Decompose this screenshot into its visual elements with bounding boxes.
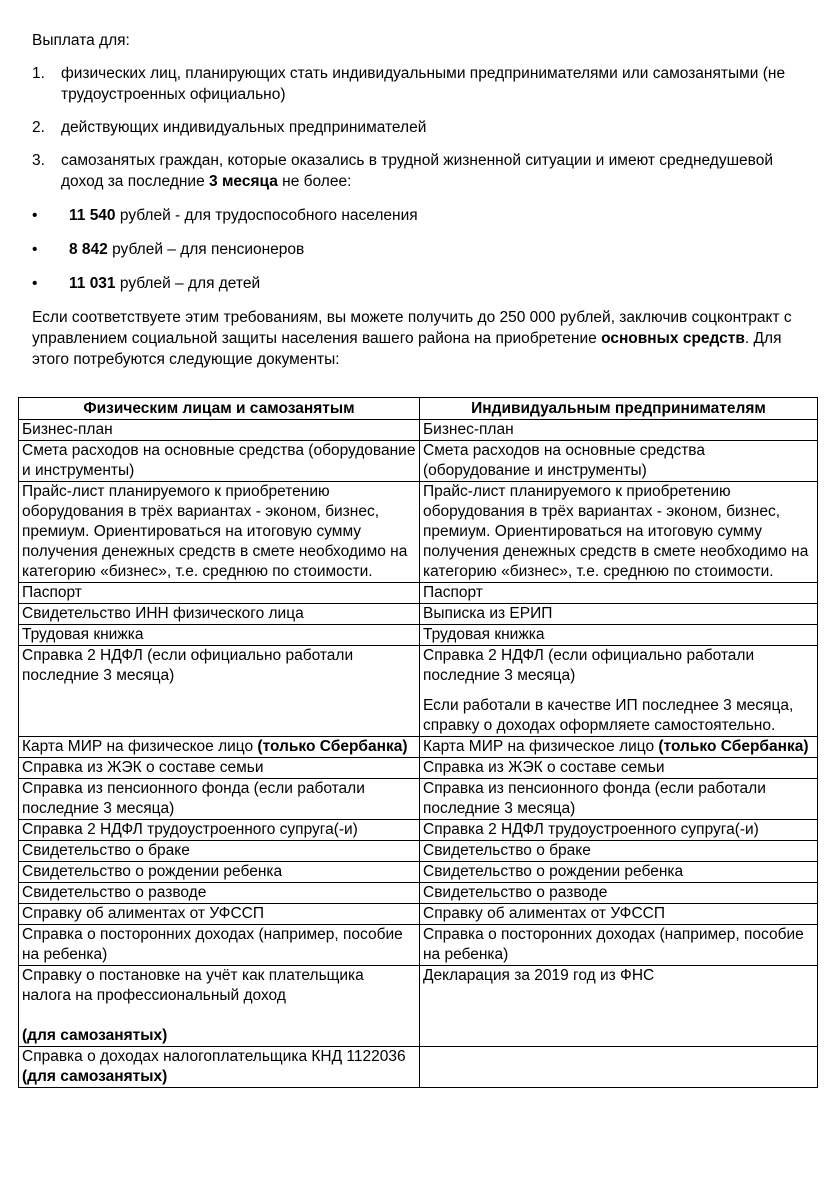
table-row — [19, 1047, 818, 1088]
table-row — [19, 737, 818, 758]
cell-text: Если работали в качестве ИП последнее 3 месяца, справку о доходах оформляете самостоятельно. — [423, 697, 794, 734]
bullet-text: рублей – для детей — [115, 275, 261, 292]
table-row — [19, 604, 818, 625]
cell-text-bold: (только Сбербанка) — [257, 738, 408, 755]
bullet-amount: 11 031 — [69, 275, 116, 292]
table-cell: Справка о посторонних доходах (например, пособие на ребенка) — [19, 925, 420, 966]
bullet-icon: • — [32, 275, 38, 292]
table-cell: Справку об алиментах от УФССП — [420, 904, 818, 925]
cell-text: Справка о доходах налогоплательщика КНД 1122036 — [22, 1048, 406, 1065]
table-row — [19, 646, 818, 737]
bullet-icon: • — [32, 241, 38, 258]
table-cell: Прайс-лист планируемого к приобретению оборудования в трёх вариантах - эконом, бизнес, премиум. Ориентироваться на итоговую сумму получения денежных средств в смете необходимо на категорию «бизнес», т.е. среднюю по стоимости. — [420, 482, 818, 583]
table-cell: Свидетельство о браке — [420, 841, 818, 862]
list-item — [32, 63, 802, 105]
list-text: самозанятых граждан, которые оказались в трудной жизненной ситуации и имеют среднедушевой доход за последние — [61, 152, 773, 190]
paragraph-gap — [22, 1006, 416, 1026]
table-cell: Свидетельство о браке — [19, 841, 420, 862]
list-item — [32, 117, 802, 138]
table-cell: Бизнес-план — [19, 420, 420, 441]
documents-table — [18, 397, 818, 1088]
cell-text-bold: (только Сбербанка) — [658, 738, 809, 755]
table-cell: Свидетельство ИНН физического лица — [19, 604, 420, 625]
table-row — [19, 925, 818, 966]
table-cell — [19, 737, 420, 758]
table-cell: Справка 2 НДФЛ трудоустроенного супруга(-и) — [420, 820, 818, 841]
table-cell: Трудовая книжка — [420, 625, 818, 646]
list-text-bold: 3 месяца — [209, 173, 278, 190]
table-row — [19, 625, 818, 646]
bullet-text: рублей - для трудоспособного населения — [115, 207, 418, 224]
table-cell: Свидетельство о рождении ребенка — [420, 862, 818, 883]
table-cell: Справку об алиментах от УФССП — [19, 904, 420, 925]
table-cell — [19, 966, 420, 1047]
bullet-item — [32, 205, 802, 226]
table-cell — [420, 1047, 818, 1088]
table-cell: Смета расходов на основные средства (оборудование и инструменты) — [19, 441, 420, 482]
table-cell: Справка о посторонних доходах (например, пособие на ребенка) — [420, 925, 818, 966]
column-header-entrepreneurs: Индивидуальным предпринимателям — [420, 398, 818, 420]
table-cell: Выписка из ЕРИП — [420, 604, 818, 625]
table-cell: Свидетельство о разводе — [19, 883, 420, 904]
cell-text-bold: (для самозанятых) — [22, 1027, 168, 1044]
table-row — [19, 883, 818, 904]
table-cell — [19, 1047, 420, 1088]
table-cell: Справка 2 НДФЛ трудоустроенного супруга(-и) — [19, 820, 420, 841]
table-cell: Паспорт — [420, 583, 818, 604]
table-header-row — [19, 398, 818, 420]
cell-text: Карта МИР на физическое лицо — [423, 738, 659, 755]
list-text: не более: — [277, 173, 352, 190]
paragraph-gap — [423, 686, 814, 696]
conclusion-text: . Для этого потребуются следующие документы: — [32, 330, 782, 368]
table-cell: Справка из пенсионного фонда (если работали последние 3 месяца) — [420, 779, 818, 820]
table-cell: Смета расходов на основные средства (оборудование и инструменты) — [420, 441, 818, 482]
bullet-amount: 8 842 — [69, 241, 108, 258]
table-cell: Справка из ЖЭК о составе семьи — [19, 758, 420, 779]
table-row — [19, 420, 818, 441]
intro-section — [32, 30, 802, 370]
intro-heading: Выплата для: — [32, 32, 130, 49]
conclusion-bold: основных средств — [601, 330, 745, 347]
list-number: 1. — [32, 65, 45, 82]
table-row — [19, 966, 818, 1047]
bullet-item — [32, 273, 802, 294]
table-cell — [420, 737, 818, 758]
cell-text: Карта МИР на физическое лицо — [22, 738, 258, 755]
list-text: физических лиц, планирующих стать индивидуальными предпринимателями или самозанятыми (не трудоустроенных официально) — [61, 65, 786, 103]
list-text: действующих индивидуальных предпринимателей — [61, 119, 427, 136]
cell-text: Справку о постановке на учёт как плательщика налога на профессиональный доход — [22, 967, 364, 1004]
table-row — [19, 758, 818, 779]
table-cell: Справка из пенсионного фонда (если работали последние 3 месяца) — [19, 779, 420, 820]
cell-text: Справка 2 НДФЛ (если официально работали последние 3 месяца) — [423, 647, 755, 684]
table-cell: Справка из ЖЭК о составе семьи — [420, 758, 818, 779]
bullet-text: рублей – для пенсионеров — [107, 241, 305, 258]
list-number: 2. — [32, 119, 45, 136]
table-row — [19, 482, 818, 583]
table-cell: Трудовая книжка — [19, 625, 420, 646]
table-row — [19, 779, 818, 820]
list-item — [32, 150, 802, 192]
table-cell: Свидетельство о рождении ребенка — [19, 862, 420, 883]
bullet-item — [32, 239, 802, 260]
table-cell: Свидетельство о разводе — [420, 883, 818, 904]
conclusion-text: Если соответствуете этим требованиям, вы можете получить до 250 000 рублей, заключив соцконтракт с управлением социальной защиты населения вашего района на приобретение — [32, 309, 792, 347]
bullet-amount: 11 540 — [69, 207, 116, 224]
bullet-icon: • — [32, 207, 38, 224]
table-cell: Паспорт — [19, 583, 420, 604]
conclusion-paragraph — [32, 307, 802, 370]
table-row — [19, 862, 818, 883]
table-cell: Прайс-лист планируемого к приобретению оборудования в трёх вариантах - эконом, бизнес, премиум. Ориентироваться на итоговую сумму получения денежных средств в смете необходимо на категорию «бизнес», т.е. среднюю по стоимости. — [19, 482, 420, 583]
cell-text-bold: (для самозанятых) — [22, 1068, 168, 1085]
table-row — [19, 583, 818, 604]
table-cell: Бизнес-план — [420, 420, 818, 441]
table-cell: Декларация за 2019 год из ФНС — [420, 966, 818, 1047]
table-cell — [420, 646, 818, 737]
table-row — [19, 441, 818, 482]
column-header-individuals: Физическим лицам и самозанятым — [19, 398, 420, 420]
table-row — [19, 841, 818, 862]
list-number: 3. — [32, 152, 45, 169]
table-cell: Справка 2 НДФЛ (если официально работали последние 3 месяца) — [19, 646, 420, 737]
table-row — [19, 820, 818, 841]
table-row — [19, 904, 818, 925]
